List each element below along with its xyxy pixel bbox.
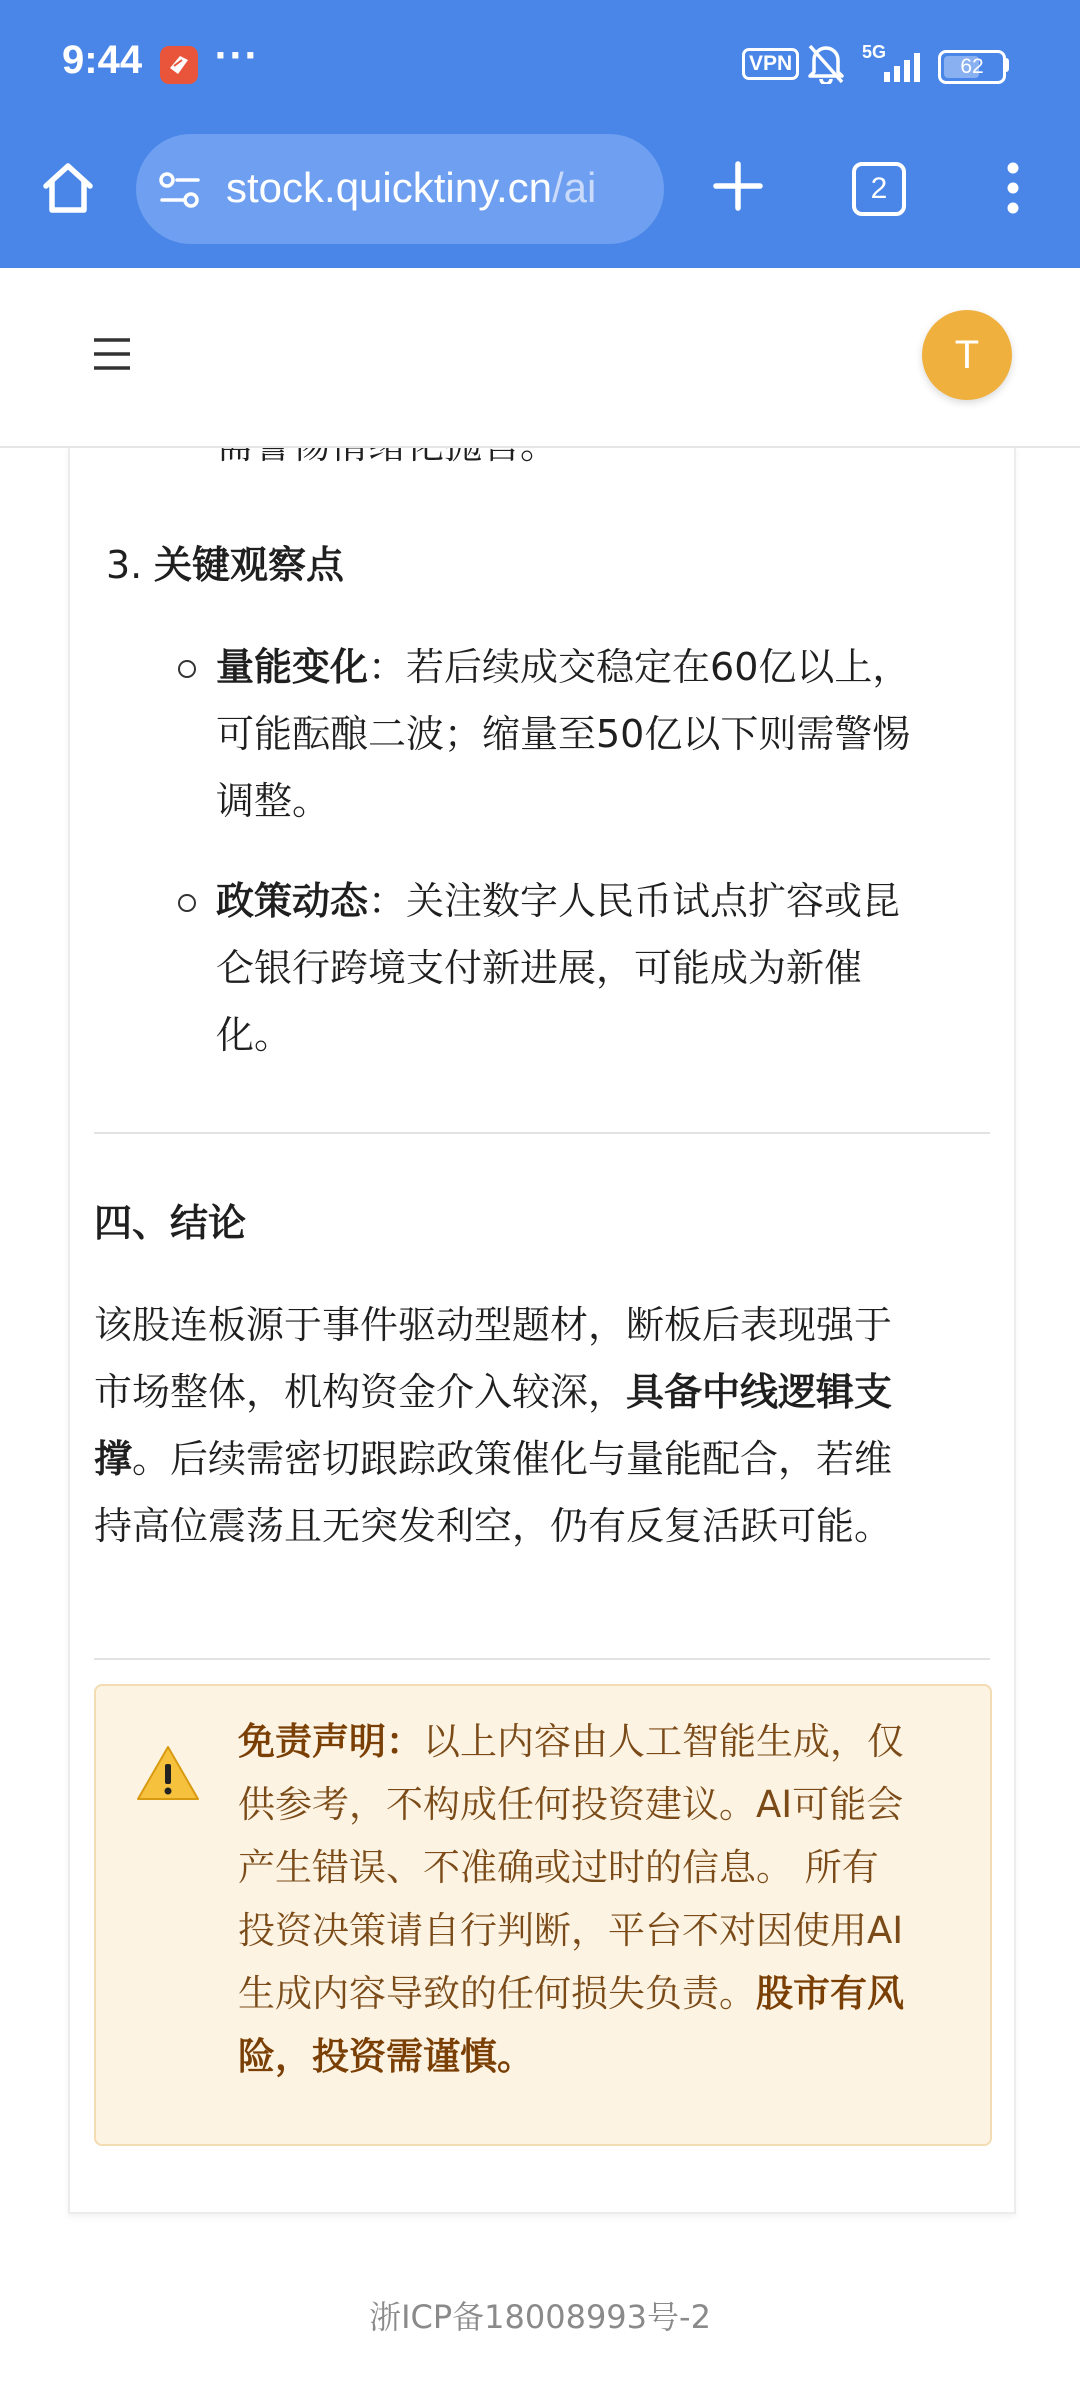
bullet-volume-line3: 调整。 [216, 779, 331, 823]
url-host: stock.quicktiny.cn [226, 164, 553, 211]
disclaimer-line1 [238, 1710, 958, 1773]
bullet-policy-line2: 仑银行跨境支付新进展，可能成为新催 [216, 946, 863, 990]
menu-icon[interactable] [92, 334, 132, 374]
signal-icon [882, 50, 928, 86]
tabs-icon[interactable] [852, 162, 906, 216]
disclaimer-risk-warning: 股市有风 [756, 1972, 904, 2015]
bullet-volume-title: 量能变化 [216, 645, 369, 689]
url-bar[interactable] [136, 134, 664, 244]
disclaimer-line5-text: 生成内容导致的任何损失负责。 [238, 1972, 756, 2015]
bullet-marker [178, 660, 196, 678]
network-type: 5G [862, 42, 887, 62]
icp-footer[interactable]: 浙ICP备18008993号-2 [369, 2298, 711, 2336]
mute-bell-icon [806, 42, 846, 88]
battery-tip [1004, 58, 1009, 72]
section3-title: 关键观察点 [154, 543, 345, 587]
conclusion-line3-text: 。后续需密切跟踪政策催化与量能配合，若维 [132, 1437, 893, 1481]
vpn-indicator: VPN [742, 48, 799, 80]
section3-number: 3. [106, 543, 143, 587]
warning-icon [136, 1744, 200, 1806]
plus-icon [708, 156, 768, 216]
conclusion-emphasis-end: 撑 [94, 1437, 133, 1481]
conclusion-line2 [94, 1359, 892, 1426]
bullet-marker [178, 894, 196, 912]
url-path: /ai [552, 164, 597, 211]
site-header [0, 270, 1080, 448]
section-divider [94, 1132, 990, 1134]
disclaimer-line6: 险，投资需谨慎。 [238, 2035, 534, 2078]
bullet-policy-line1 [216, 868, 900, 935]
battery-level: 62 [960, 55, 984, 78]
conclusion-emphasis: 具备中线逻辑支 [626, 1370, 893, 1414]
url-text[interactable] [226, 164, 596, 212]
conclusion-line4: 持高位震荡且无突发利空，仍有反复活跃可能。 [94, 1504, 893, 1548]
disclaimer-text [238, 1710, 958, 2088]
bullet-policy-line3: 化。 [216, 1013, 293, 1057]
ai-analysis-card [68, 446, 1016, 2214]
status-time: 9:44 [62, 38, 143, 82]
bullet-volume-line2: 可能酝酿二波；缩量至50亿以下则需警惕 [216, 712, 911, 756]
disclaimer-line5 [238, 1962, 958, 2025]
disclaimer-line1-text: 以上内容由人工智能生成，仅 [423, 1720, 904, 1763]
avatar[interactable]: T [922, 310, 1012, 400]
conclusion-line1: 该股连板源于事件驱动型题材，断板后表现强于 [94, 1303, 893, 1347]
disclaimer-box [94, 1684, 992, 2146]
status-bar [0, 0, 1080, 130]
conclusion-line2-text: 市场整体，机构资金介入较深， [94, 1370, 627, 1414]
status-more-dots: ··· [214, 36, 259, 76]
browser-chrome [0, 0, 1080, 268]
bullet-volume-text1: ：若后续成交稳定在60亿以上， [368, 645, 911, 689]
battery-icon [938, 50, 1006, 84]
bullet-policy-title: 政策动态 [216, 879, 369, 923]
site-settings-icon[interactable] [158, 170, 202, 214]
bullet-policy-text1: ：关注数字人民币试点扩容或昆 [368, 879, 901, 923]
conclusion-line3 [94, 1426, 892, 1493]
disclaimer-line4: 投资决策请自行判断，平台不对因使用AI [238, 1909, 904, 1952]
tab-count: 2 [870, 172, 888, 205]
disclaimer-line3: 产生错误、不准确或过时的信息。 所有 [238, 1846, 879, 1889]
conclusion-heading: 四、结论 [94, 1201, 247, 1245]
app-notification-icon [160, 46, 198, 84]
disclaimer-line2: 供参考，不构成任何投资建议。AI可能会 [238, 1783, 904, 1826]
disclaimer-label: 免责声明： [238, 1720, 423, 1763]
bullet-volume-line1 [216, 634, 910, 701]
home-button[interactable] [38, 158, 98, 218]
home-icon [38, 158, 98, 218]
section-divider [94, 1658, 990, 1660]
new-tab-button[interactable] [708, 156, 768, 216]
more-vert-icon[interactable] [998, 158, 1028, 218]
